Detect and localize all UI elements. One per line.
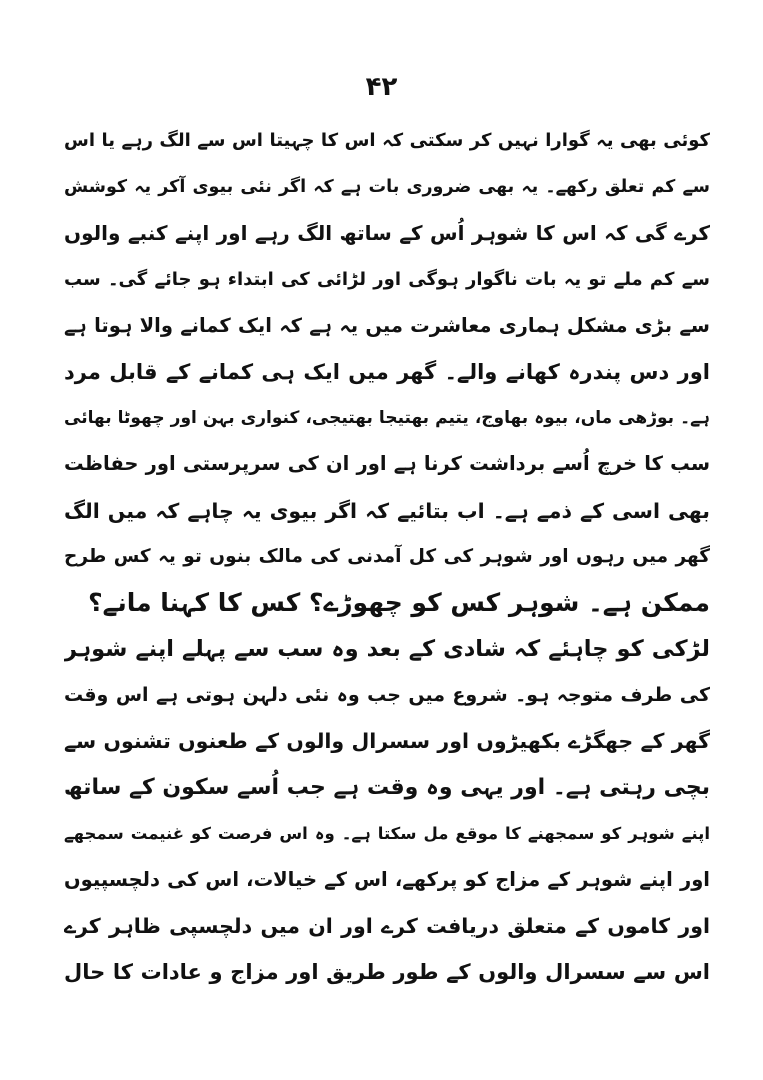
- text-line: اپنے شوہر کو سمجھنے کا موقع مل سکتا ہے۔ وہ اس فرصت کو غنیمت سمجھے: [64, 823, 710, 843]
- text-line: لڑکی کو چاہئے کہ شادی کے بعد وہ سب سے پہلے اپنے شوہر: [64, 636, 710, 663]
- text-line: سے کم ملے تو یہ بات ناگوار ہوگی اور لڑائی کی ابتداء ہو جائے گی۔ سب: [64, 268, 710, 290]
- text-line: اس سے سسرال والوں کے طور طریق اور مزاج و عادات کا حال: [64, 960, 710, 985]
- text-line: سب کا خرچ اُسے برداشت کرنا ہے اور ان کی سرپرستی اور حفاظت: [64, 452, 710, 476]
- text-line: کرے گی کہ اس کا شوہر اُس کے ساتھ الگ رہے اور اپنے کنبے والوں: [64, 221, 710, 246]
- text-line: سے بڑی مشکل ہماری معاشرت میں یہ ہے کہ ایک کمانے والا ہوتا ہے: [64, 313, 710, 337]
- text-line: اور دس پندرہ کھانے والے۔ گھر میں ایک ہی کمانے کے قابل مرد: [64, 359, 710, 384]
- text-line: کوئی بھی یہ گوارا نہیں کر سکتی کہ اس کا چہیتا اس سے الگ رہے یا اس: [64, 130, 710, 151]
- text-line: بچی رہتی ہے۔ اور یہی وہ وقت ہے جب اُسے سکون کے ساتھ: [64, 774, 710, 800]
- text-line: گھر کے جھگڑے بکھیڑوں اور سسرال والوں کے طعنوں تشنوں سے: [64, 729, 710, 754]
- text-line: اور اپنے شوہر کے مزاج کو پرکھے، اس کے خیالات، اس کی دلچسپیوں: [64, 868, 710, 891]
- text-line: بھی اسی کے ذمے ہے۔ اب بتائیے کہ اگر بیوی یہ چاہے کہ میں الگ: [64, 498, 710, 523]
- text-line: ممکن ہے۔ شوہر کس کو چھوڑے؟ کس کا کہنا مانے؟: [88, 587, 710, 617]
- text-line: اور کاموں کے متعلق دریافت کرے اور ان میں دلچسپی ظاہر کرے: [64, 914, 710, 939]
- urdu-text-block: [64, 118, 710, 996]
- page-number: ۴۲: [365, 72, 398, 102]
- text-line: گھر میں رہوں اور شوہر کی کل آمدنی کی مالک بنوں تو یہ کس طرح: [64, 545, 710, 567]
- text-line: کی طرف متوجہ ہو۔ شروع میں جب وہ نئی دلہن ہوتی ہے اس وقت: [64, 684, 710, 707]
- text-line: سے کم تعلق رکھے۔ یہ بھی ضروری بات ہے کہ اگر نئی بیوی آکر یہ کوشش: [64, 177, 710, 198]
- text-line: ہے۔ بوڑھی ماں، بیوہ بھاوج، یتیم بھتیجا بھتیجی، کنواری بہن اور چھوٹا بھائی: [64, 408, 710, 429]
